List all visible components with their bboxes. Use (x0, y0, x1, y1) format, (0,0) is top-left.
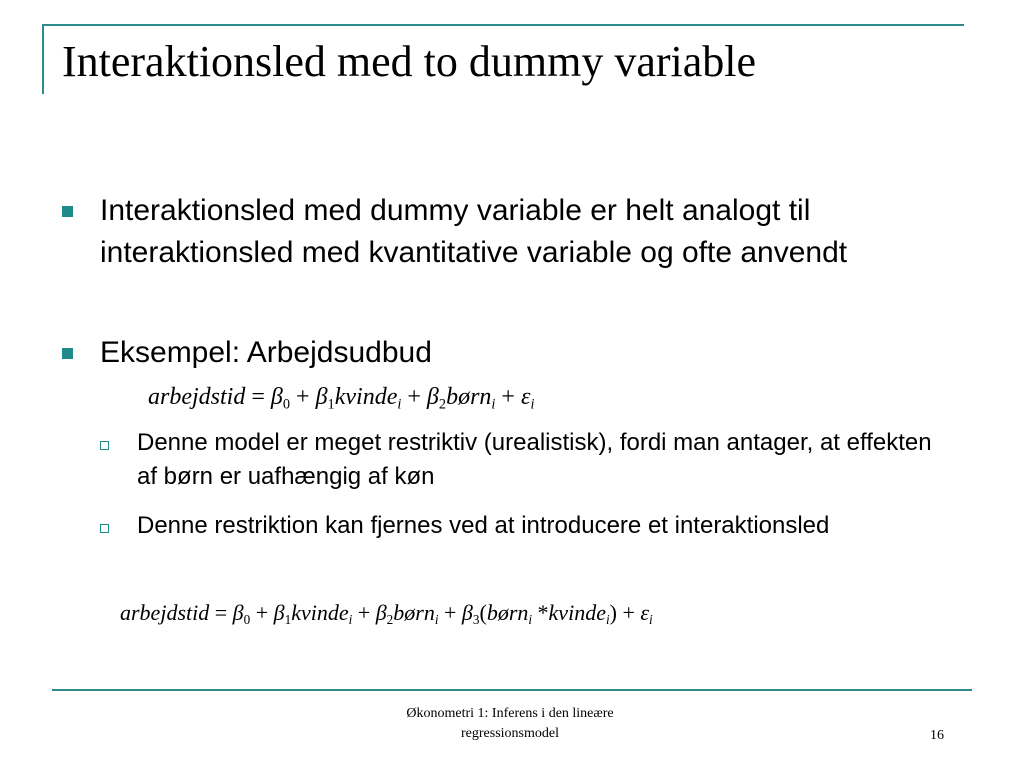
eq2-left-paren: ( (479, 600, 487, 625)
eq2-plus-3: + (444, 600, 457, 625)
sub-bullet-marker-1 (100, 441, 109, 450)
eq2-equals: = (214, 600, 228, 625)
title-frame-left-rule (42, 24, 44, 94)
bullet-text-2: Eksempel: Arbejdsudbud (100, 336, 432, 369)
eq1-lhs: arbejdstid (148, 384, 246, 410)
bullet-text-1: Interaktionsled med dummy variable er helt analogt til interaktionsled med kvantitative variable og ofte anvendt (100, 194, 848, 269)
eq2-beta1: $\beta_1$ (273, 600, 292, 627)
eq2-star: * (537, 600, 549, 625)
footer-rule (52, 689, 972, 691)
footer-line-2: regressionsmodel (461, 726, 559, 741)
equation-model-2 (120, 600, 653, 628)
eq2-interaction-kvinde: kvinde$_i$ (548, 600, 610, 627)
eq2-plus-4: + (622, 600, 635, 625)
sub-bullet-marker-2 (100, 524, 109, 533)
eq2-plus-1: + (255, 600, 269, 625)
eq1-beta0: $\beta_0$ (270, 384, 291, 413)
eq2-right-paren: ) (609, 600, 617, 625)
eq1-beta1: $\beta_1$ (315, 384, 335, 413)
eq1-kvinde: kvinde$_i$ (334, 384, 402, 413)
eq2-epsilon: $\varepsilon_i$ (640, 600, 653, 627)
eq2-born: børn$_i$ (393, 600, 439, 627)
eq2-plus-2: + (357, 600, 371, 625)
eq1-beta2: $\beta_2$ (426, 384, 447, 413)
page-number: 16 (930, 728, 944, 743)
footer-caption (300, 704, 720, 744)
eq2-beta3: $\beta_3$ (461, 600, 480, 627)
eq1-equals: = (251, 384, 265, 410)
eq2-beta0: $\beta_0$ (232, 600, 251, 627)
eq1-born: børn$_i$ (446, 384, 496, 413)
eq2-interaction-born: børn$_i$ (486, 600, 533, 627)
eq2-kvinde: kvinde$_i$ (291, 600, 353, 627)
eq1-plus-1: + (296, 384, 310, 410)
eq2-lhs: arbejdstid (120, 600, 210, 625)
bullet-marker-1 (62, 206, 73, 217)
eq1-plus-2: + (407, 384, 421, 410)
equation-model-1 (148, 384, 534, 413)
bullet-marker-2 (62, 348, 73, 359)
footer-line-1: Økonometri 1: Inferens i den lineære (406, 706, 614, 721)
eq1-plus-3: + (501, 384, 515, 410)
eq2-beta2: $\beta_2$ (375, 600, 394, 627)
sub-bullet-text-1: Denne model er meget restriktiv (urealistisk), fordi man antager, at effekten af børn er uafhængig af køn (137, 429, 932, 490)
slide-title: Interaktionsled med to dummy variable (62, 37, 757, 86)
sub-bullet-text-2: Denne restriktion kan fjernes ved at introducere et interaktionsled (137, 512, 830, 539)
eq1-epsilon: $\varepsilon_i$ (520, 384, 535, 413)
title-frame-top-rule (42, 24, 964, 26)
